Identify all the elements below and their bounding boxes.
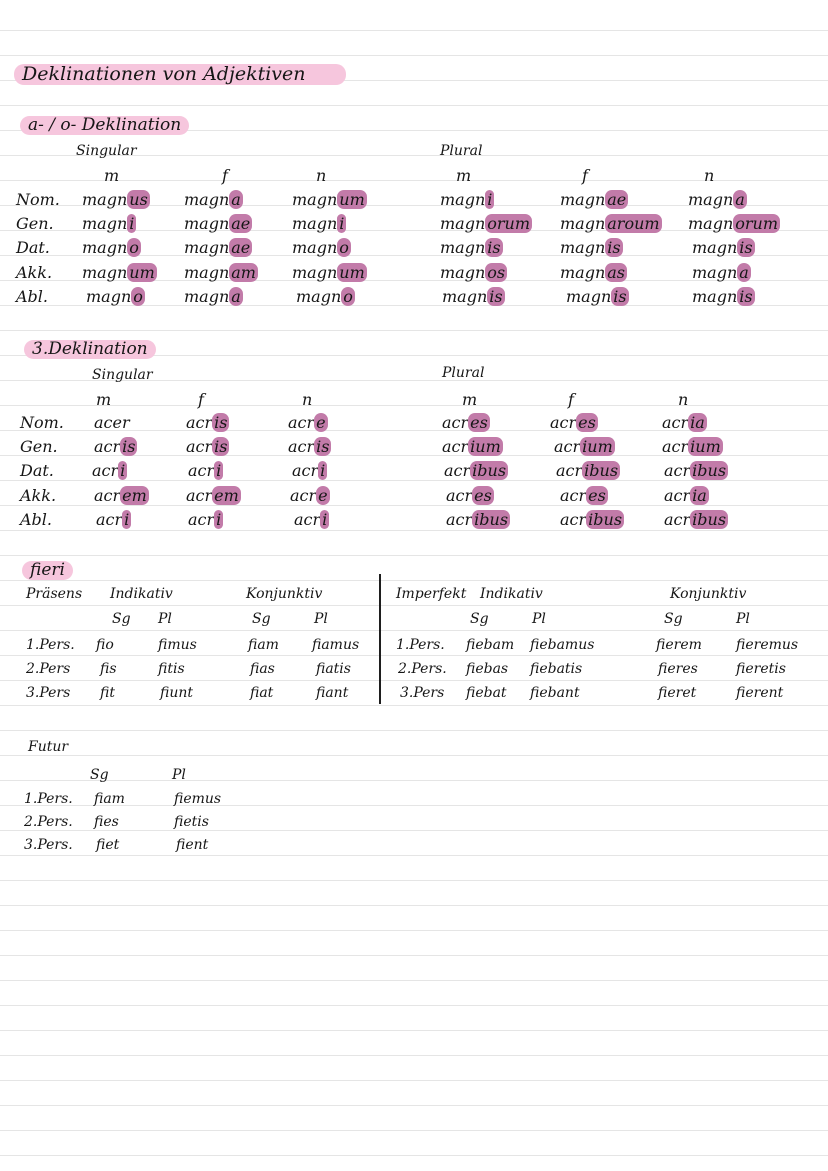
form-cell: magn orum: [688, 214, 779, 233]
verb-form: fiamus: [312, 637, 360, 653]
form-cell: acr is: [186, 437, 228, 456]
case-label: Abl.: [20, 510, 52, 529]
form-cell: magn ae: [184, 238, 251, 257]
verb-form: fiet: [96, 837, 120, 853]
form-cell: magn orum: [440, 214, 531, 233]
section-heading-a-o-declension: a- / o- Deklination: [20, 116, 189, 135]
section-heading-3rd-declension: 3.Deklination: [24, 340, 156, 359]
form-cell: acr ibus: [560, 510, 623, 529]
number-header: Sg: [252, 611, 271, 627]
form-cell: acr i: [92, 461, 126, 480]
gender-header-f: f: [568, 390, 574, 409]
form-cell: magn is: [566, 287, 627, 306]
form-cell: magn o: [82, 238, 139, 257]
form-cell: acr ibus: [664, 510, 727, 529]
verb-form: fiant: [316, 685, 349, 701]
form-cell: magn i: [82, 214, 135, 233]
verb-form: fis: [100, 661, 117, 677]
form-cell: magn os: [440, 263, 506, 282]
form-cell: acr ium: [554, 437, 613, 456]
number-header: Pl: [314, 611, 328, 627]
form-cell: acr ium: [662, 437, 721, 456]
number-header: Sg: [90, 767, 109, 783]
form-cell: magn ae: [184, 214, 251, 233]
case-label: Dat.: [20, 461, 54, 480]
verb-form: fieres: [658, 661, 698, 677]
form-cell: magn um: [292, 190, 365, 209]
verb-form: fieremus: [736, 637, 799, 653]
person-label: 1.Pers.: [396, 637, 445, 653]
form-cell: acr em: [186, 486, 239, 505]
tense-label: Futur: [28, 739, 69, 755]
tense-label: Präsens: [26, 586, 83, 602]
case-label: Nom.: [16, 190, 60, 209]
person-label: 3.Pers: [400, 685, 445, 701]
page-title: Deklinationen von Adjektiven: [14, 64, 346, 85]
form-cell: magn am: [184, 263, 256, 282]
form-cell: magn is: [692, 238, 753, 257]
verb-form: fiemus: [174, 791, 222, 807]
form-cell: magn a: [184, 287, 241, 306]
case-label: Akk.: [16, 263, 53, 282]
form-cell: magn is: [560, 238, 621, 257]
form-cell: acr i: [188, 461, 222, 480]
gender-header-m: m: [462, 390, 478, 409]
verb-form: fit: [100, 685, 115, 701]
verb-form: fieret: [658, 685, 697, 701]
number-header: Sg: [664, 611, 683, 627]
verb-form: fiebat: [466, 685, 507, 701]
case-label: Dat.: [16, 238, 50, 257]
gender-header-n: n: [678, 390, 689, 409]
form-cell: magn ae: [560, 190, 627, 209]
plural-label: Plural: [440, 143, 483, 159]
form-cell: acr ibus: [664, 461, 727, 480]
form-cell: magn um: [292, 263, 365, 282]
section-heading-fieri: fieri: [22, 561, 73, 580]
tense-label: Imperfekt: [396, 586, 467, 602]
gender-header-n: n: [302, 390, 313, 409]
singular-label: Singular: [76, 143, 137, 159]
person-label: 1.Pers.: [24, 791, 73, 807]
form-cell: magn as: [560, 263, 626, 282]
form-cell: magn a: [184, 190, 241, 209]
verb-form: fietis: [174, 814, 209, 830]
person-label: 2.Pers.: [24, 814, 73, 830]
number-header: Pl: [736, 611, 750, 627]
form-cell: acr e: [288, 413, 326, 432]
verb-form: fiunt: [160, 685, 193, 701]
form-cell: magn is: [692, 287, 753, 306]
verb-form: fiebas: [466, 661, 509, 677]
case-label: Gen.: [16, 214, 54, 233]
form-cell: acr i: [96, 510, 130, 529]
form-cell: acr em: [94, 486, 147, 505]
number-header: Sg: [470, 611, 489, 627]
form-cell: acer: [94, 413, 130, 432]
form-cell: magn i: [292, 214, 345, 233]
person-label: 2.Pers: [26, 661, 71, 677]
gender-header-n: n: [316, 166, 327, 185]
number-header: Pl: [532, 611, 546, 627]
verb-form: fies: [94, 814, 119, 830]
verb-form: fiat: [250, 685, 274, 701]
verb-form: fierent: [736, 685, 784, 701]
form-cell: acr ibus: [444, 461, 507, 480]
case-label: Abl.: [16, 287, 48, 306]
verb-form: fient: [176, 837, 209, 853]
form-cell: magn a: [688, 190, 745, 209]
form-cell: magn aroum: [560, 214, 660, 233]
form-cell: magn is: [440, 238, 501, 257]
verb-form: fiatis: [316, 661, 351, 677]
verb-form: fiebant: [530, 685, 580, 701]
form-cell: magn o: [292, 238, 349, 257]
verb-form: fierem: [656, 637, 702, 653]
form-cell: acr i: [292, 461, 326, 480]
form-cell: acr is: [186, 413, 228, 432]
form-cell: acr ibus: [446, 510, 509, 529]
case-label: Akk.: [20, 486, 57, 505]
form-cell: acr ium: [442, 437, 501, 456]
verb-form: fieretis: [736, 661, 786, 677]
form-cell: acr ia: [664, 486, 707, 505]
gender-header-m: m: [104, 166, 120, 185]
gender-header-n: n: [704, 166, 715, 185]
singular-label: Singular: [92, 367, 153, 383]
form-cell: magn is: [442, 287, 503, 306]
verb-form: fimus: [158, 637, 197, 653]
gender-header-f: f: [582, 166, 588, 185]
mood-label: Konjunktiv: [246, 586, 323, 602]
gender-header-f: f: [198, 390, 204, 409]
form-cell: magn o: [296, 287, 353, 306]
verb-form: fiam: [94, 791, 125, 807]
verb-form: fiebatis: [530, 661, 583, 677]
form-cell: magn o: [86, 287, 143, 306]
form-cell: acr i: [188, 510, 222, 529]
form-cell: magn um: [82, 263, 155, 282]
form-cell: acr es: [442, 413, 488, 432]
gender-header-m: m: [96, 390, 112, 409]
form-cell: acr is: [94, 437, 136, 456]
form-cell: acr is: [288, 437, 330, 456]
mood-label: Konjunktiv: [670, 586, 747, 602]
verb-form: fiebamus: [530, 637, 595, 653]
person-label: 3.Pers: [26, 685, 71, 701]
verb-form: fitis: [158, 661, 185, 677]
gender-header-f: f: [222, 166, 228, 185]
number-header: Pl: [172, 767, 186, 783]
form-cell: acr i: [294, 510, 328, 529]
verb-form: fiebam: [466, 637, 515, 653]
verb-form: fiam: [248, 637, 279, 653]
form-cell: acr ibus: [556, 461, 619, 480]
form-cell: magn i: [440, 190, 493, 209]
gender-header-m: m: [456, 166, 472, 185]
person-label: 3.Pers.: [24, 837, 73, 853]
case-label: Nom.: [20, 413, 64, 432]
number-header: Pl: [158, 611, 172, 627]
form-cell: acr ia: [662, 413, 705, 432]
plural-label: Plural: [442, 365, 485, 381]
form-cell: acr es: [446, 486, 492, 505]
verb-form: fias: [250, 661, 275, 677]
mood-label: Indikativ: [480, 586, 543, 602]
person-label: 1.Pers.: [26, 637, 75, 653]
person-label: 2.Pers.: [398, 661, 447, 677]
form-cell: acr es: [550, 413, 596, 432]
number-header: Sg: [112, 611, 131, 627]
case-label: Gen.: [20, 437, 58, 456]
verb-form: fio: [96, 637, 114, 653]
form-cell: acr e: [290, 486, 328, 505]
vertical-divider: [379, 574, 381, 704]
form-cell: magn a: [692, 263, 749, 282]
mood-label: Indikativ: [110, 586, 173, 602]
form-cell: magn us: [82, 190, 148, 209]
form-cell: acr es: [560, 486, 606, 505]
